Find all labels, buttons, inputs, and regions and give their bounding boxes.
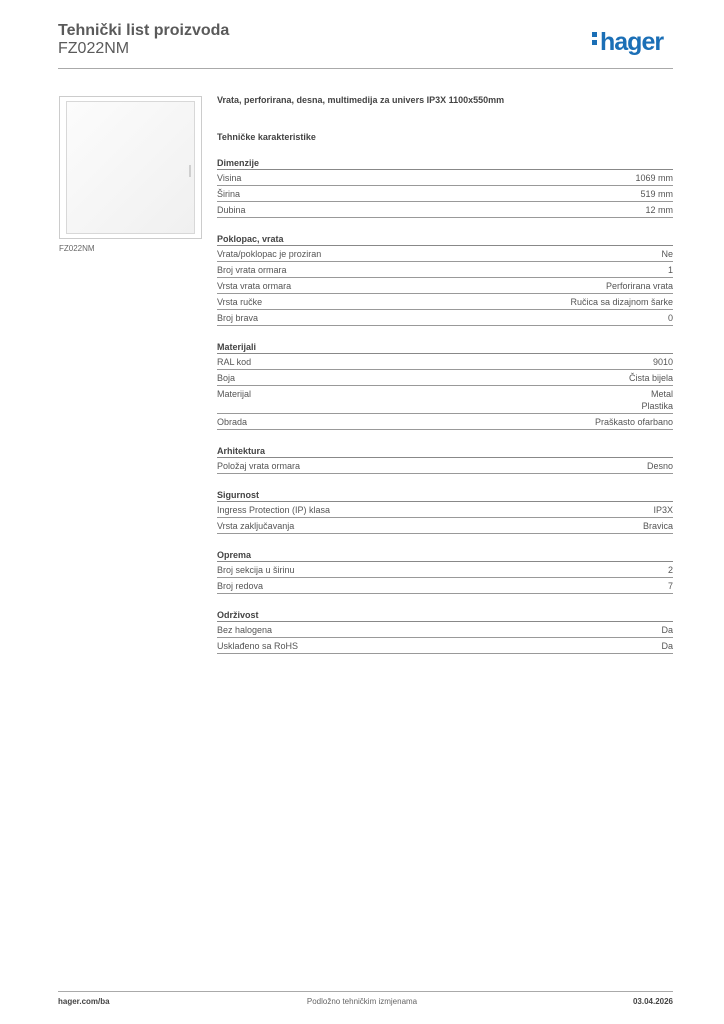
spec-row	[217, 414, 673, 430]
spec-label: Visina	[217, 173, 242, 183]
spec-label: Vrsta vrata ormara	[217, 281, 292, 291]
section-title: Održivost	[217, 610, 673, 622]
image-caption: FZ022NM	[59, 244, 95, 253]
spec-row	[217, 354, 673, 370]
logo-text: hager	[600, 28, 664, 56]
spec-row	[217, 278, 673, 294]
spec-label: Broj redova	[217, 581, 264, 591]
product-code: FZ022NM	[58, 40, 130, 57]
spec-value: 7	[667, 581, 673, 591]
spec-value: 519 mm	[640, 189, 673, 199]
footer-website[interactable]: hager.com/ba	[58, 997, 110, 1006]
spec-label: Bez halogena	[217, 625, 273, 635]
section-title: Materijali	[217, 342, 673, 354]
spec-row	[217, 202, 673, 218]
spec-row	[217, 638, 673, 654]
spec-value: 12 mm	[645, 205, 673, 215]
spec-row	[217, 170, 673, 186]
spec-label: Boja	[217, 373, 236, 383]
spec-sections	[217, 158, 673, 654]
spec-label: Vrata/poklopac je proziran	[217, 249, 322, 259]
section-title: Arhitektura	[217, 446, 673, 458]
spec-row	[217, 310, 673, 326]
spec-value: Perforirana vrata	[605, 281, 673, 291]
spec-value: Bravica	[642, 521, 673, 531]
footer-note: Podložno tehničkim izmjenama	[306, 997, 418, 1006]
spec-value: 2	[667, 565, 673, 575]
footer-divider	[58, 991, 673, 992]
hager-logo	[592, 28, 663, 57]
spec-content	[217, 95, 673, 654]
spec-label: Materijal	[217, 389, 252, 399]
spec-row	[217, 386, 673, 414]
spec-label: RAL kod	[217, 357, 252, 367]
page-title: Tehnički list proizvoda	[58, 22, 230, 39]
logo-dots-icon	[592, 29, 598, 48]
spec-row	[217, 294, 673, 310]
door-panel-icon	[66, 101, 195, 234]
spec-label: Obrada	[217, 417, 248, 427]
footer-date: 03.04.2026	[632, 997, 673, 1006]
spec-row	[217, 370, 673, 386]
product-image	[59, 96, 202, 239]
spec-row	[217, 622, 673, 638]
spec-value: IP3X	[653, 505, 673, 515]
spec-label: Širina	[217, 189, 241, 199]
spec-value: 1	[667, 265, 673, 275]
spec-label: Vrsta ručke	[217, 297, 263, 307]
spec-row	[217, 578, 673, 594]
spec-label: Usklađeno sa RoHS	[217, 641, 299, 651]
spec-row	[217, 246, 673, 262]
spec-row	[217, 518, 673, 534]
tech-characteristics-title: Tehničke karakteristike	[217, 132, 316, 142]
spec-label: Broj brava	[217, 313, 259, 323]
header-divider	[58, 68, 673, 69]
spec-value: Ne	[661, 249, 673, 259]
spec-label: Položaj vrata ormara	[217, 461, 301, 471]
spec-row	[217, 186, 673, 202]
spec-label: Broj sekcija u širinu	[217, 565, 295, 575]
spec-row	[217, 458, 673, 474]
spec-label: Dubina	[217, 205, 246, 215]
section-title: Dimenzije	[217, 158, 673, 170]
spec-value: Praškasto ofarbano	[594, 417, 673, 427]
spec-label: Vrsta zaključavanja	[217, 521, 295, 531]
spec-label: Ingress Protection (IP) klasa	[217, 505, 331, 515]
spec-value: Ručica sa dizajnom šarke	[570, 297, 673, 307]
spec-value: Čista bijela	[628, 373, 673, 383]
spec-value: Metal Plastika	[641, 389, 673, 411]
spec-row	[217, 262, 673, 278]
spec-value: Desno	[646, 461, 673, 471]
spec-value: 9010	[652, 357, 673, 367]
spec-value: Da	[661, 625, 673, 635]
section-title: Oprema	[217, 550, 673, 562]
spec-row	[217, 502, 673, 518]
spec-value: 0	[667, 313, 673, 323]
spec-value: Da	[661, 641, 673, 651]
section-title: Sigurnost	[217, 490, 673, 502]
spec-row	[217, 562, 673, 578]
spec-value: 1069 mm	[635, 173, 673, 183]
spec-label: Broj vrata ormara	[217, 265, 287, 275]
product-description: Vrata, perforirana, desna, multimedija za univers IP3X 1100x550mm	[217, 95, 505, 105]
section-title: Poklopac, vrata	[217, 234, 673, 246]
